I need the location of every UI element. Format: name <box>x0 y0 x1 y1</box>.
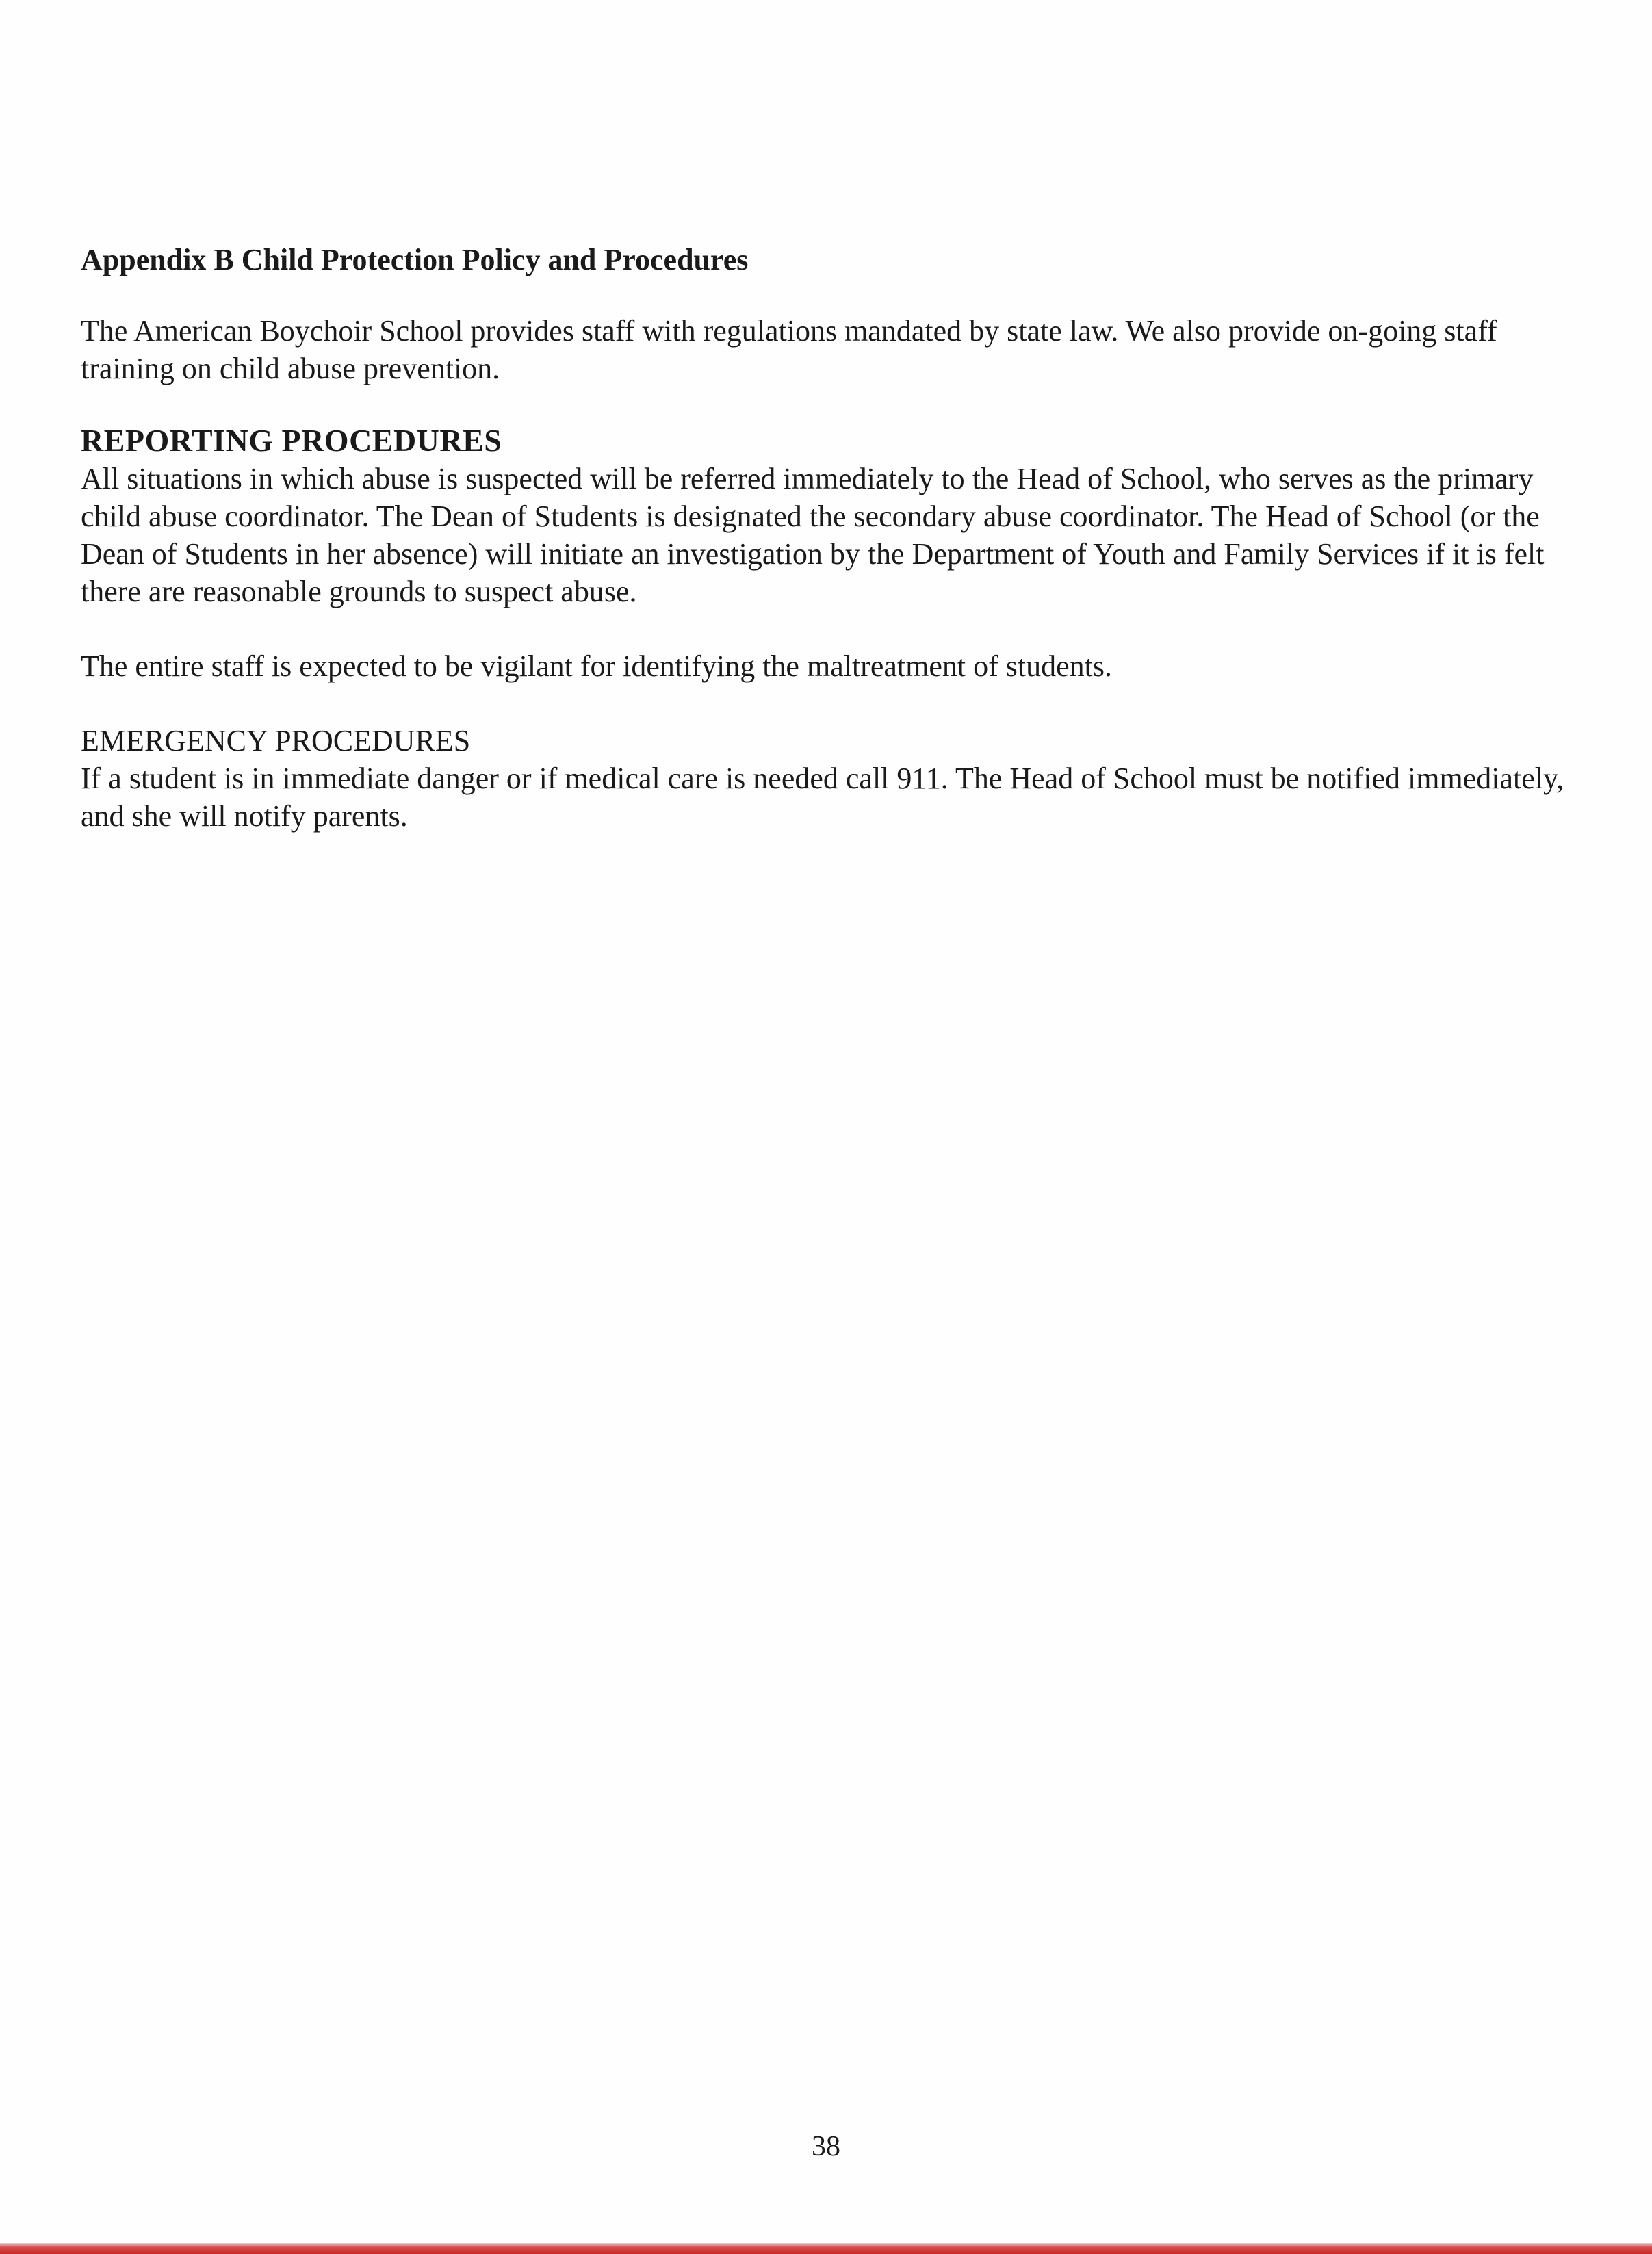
intro-paragraph: The American Boychoir School provides staff with regulations mandated by state law. We also provide on-going staff training on child abuse prevention. <box>81 314 1497 385</box>
vigilance-paragraph: The entire staff is expected to be vigilant for identifying the maltreatment of students. <box>81 649 1112 683</box>
bottom-edge-border <box>0 2243 1652 2254</box>
emergency-procedures-paragraph: If a student is in immediate danger or if medical care is needed call 911. The Head of School must be notified immediately, and she will notify parents. <box>81 762 1564 833</box>
document-title: Appendix B Child Protection Policy and Procedures <box>81 243 749 276</box>
page-number: 38 <box>812 2131 840 2162</box>
reporting-procedures-paragraph: All situations in which abuse is suspected will be referred immediately to the Head of School, who serves as the primary child abuse coordinator. The Dean of Students is designated the secondary abuse coordinator. The Head of School (or the Dean of Students in her absence) will initiate an investigation by the Department of Youth and Family Services if it is felt there are reasonable grounds to suspect abuse. <box>81 462 1545 608</box>
document-content <box>81 241 1573 835</box>
emergency-procedures-heading: EMERGENCY PROCEDURES <box>81 724 471 757</box>
reporting-procedures-heading: REPORTING PROCEDURES <box>81 423 502 458</box>
